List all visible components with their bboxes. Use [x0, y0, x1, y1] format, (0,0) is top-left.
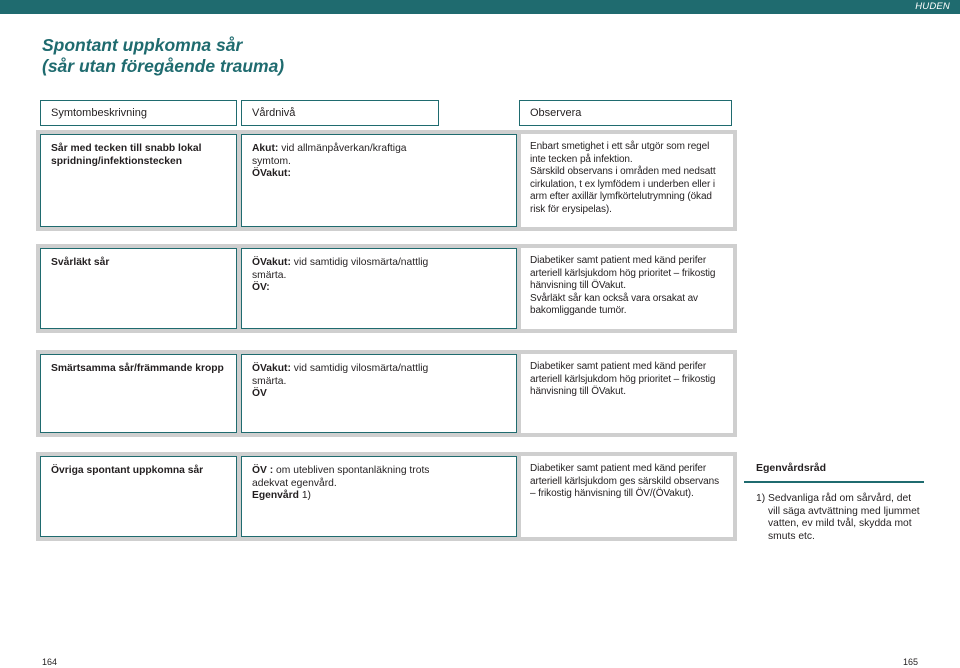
observe-text: Svårläkt sår kan också vara orsakat av bakomliggande tumör. [530, 292, 698, 317]
care-level-cell [241, 456, 517, 537]
care-level-text: vid allmänpåverkan/kraftiga symtom. [252, 143, 407, 167]
symptom-cell [40, 134, 237, 227]
column-header-observe: Observera [519, 100, 732, 126]
table-row [36, 452, 737, 541]
observe-cell [521, 456, 733, 537]
divider [744, 481, 924, 483]
care-level-label: Akut: [252, 143, 279, 154]
list-item-text: Sedvanliga råd om sårvård, det vill säga avtvättning med ljummet vatten, ev mild tvål, skydda mot smuts etc. [768, 493, 920, 542]
care-level-self-care [252, 490, 446, 503]
observe-cell [521, 134, 733, 227]
care-level-label: ÖVakut: [252, 257, 291, 268]
care-level-text: vid samtidig vilosmärta/nattlig smärta. [252, 257, 429, 281]
care-level-cell [241, 248, 517, 329]
title-line-2: (sår utan föregående trauma) [42, 56, 285, 76]
observe-text: Enbart smetighet i ett sår utgör som regel inte tecken på infektion. [530, 141, 710, 165]
table-row [36, 350, 737, 437]
care-level-label: ÖVakut: [252, 168, 291, 179]
footnote-ref: 1) [301, 490, 311, 501]
symptom-cell [40, 354, 237, 433]
care-level-label: ÖVakut: [252, 363, 291, 374]
list-item-number: 1) [756, 493, 766, 504]
care-level-text: vid samtidig vilosmärta/nattlig smärta. [252, 363, 429, 387]
care-level-label: Egenvård [252, 490, 299, 501]
column-header-care-level: Vårdnivå [241, 100, 439, 126]
care-level-label: ÖV [252, 388, 267, 399]
observe-text: Diabetiker samt patient med känd perifer arteriell kärlsjukdom ges särskild observans – frikostig hänvisning till ÖV/(ÖVakut). [530, 463, 720, 500]
table-row [36, 130, 737, 231]
list-item [756, 493, 922, 543]
symptom-cell [40, 456, 237, 537]
symptom-text: Smärtsamma sår/främmande kropp [51, 363, 224, 374]
care-level-label: ÖV : [252, 465, 274, 476]
symptom-text: Svårläkt sår [51, 257, 110, 268]
self-care-heading: Egenvårdsråd [756, 462, 827, 474]
self-care-list [756, 493, 922, 543]
table-row [36, 244, 737, 333]
page-title [42, 35, 284, 77]
page-number-right: 165 [902, 657, 918, 667]
observe-cell [521, 248, 733, 329]
care-level-label: ÖV: [252, 282, 270, 293]
care-level-cell [241, 354, 517, 433]
chapter-label: HUDEN [915, 1, 950, 12]
symptom-text: Övriga spontant uppkomna sår [51, 465, 204, 476]
column-header-symptom: Symtombeskrivning [40, 100, 237, 126]
observe-text: Diabetiker samt patient med känd perifer arteriell kärlsjukdom hög prioritet – frikostig hänvisning till ÖVakut. [530, 255, 716, 292]
observe-text: Diabetiker samt patient med känd perifer arteriell kärlsjukdom hög prioritet – frikostig hänvisning till ÖVakut. [530, 361, 716, 398]
page-number-left: 164 [42, 657, 58, 667]
symptom-cell [40, 248, 237, 329]
observe-cell [521, 354, 733, 433]
self-care-advice [744, 447, 924, 547]
symptom-text: Sår med tecken till snabb lokal spridning/infektionstecken [51, 143, 202, 167]
care-level-text: om utebliven spontanläkning trots adekvat egenvård. [252, 465, 430, 489]
observe-text: Särskild observans i områden med nedsatt cirkulation, t ex lymfödem i underben eller i arm efter axillär lymfkörtelutrymning (ökad risk för erysipelas). [530, 166, 716, 215]
title-line-1: Spontant uppkomna sår [42, 35, 243, 55]
care-level-cell [241, 134, 517, 227]
chapter-band [0, 0, 960, 14]
